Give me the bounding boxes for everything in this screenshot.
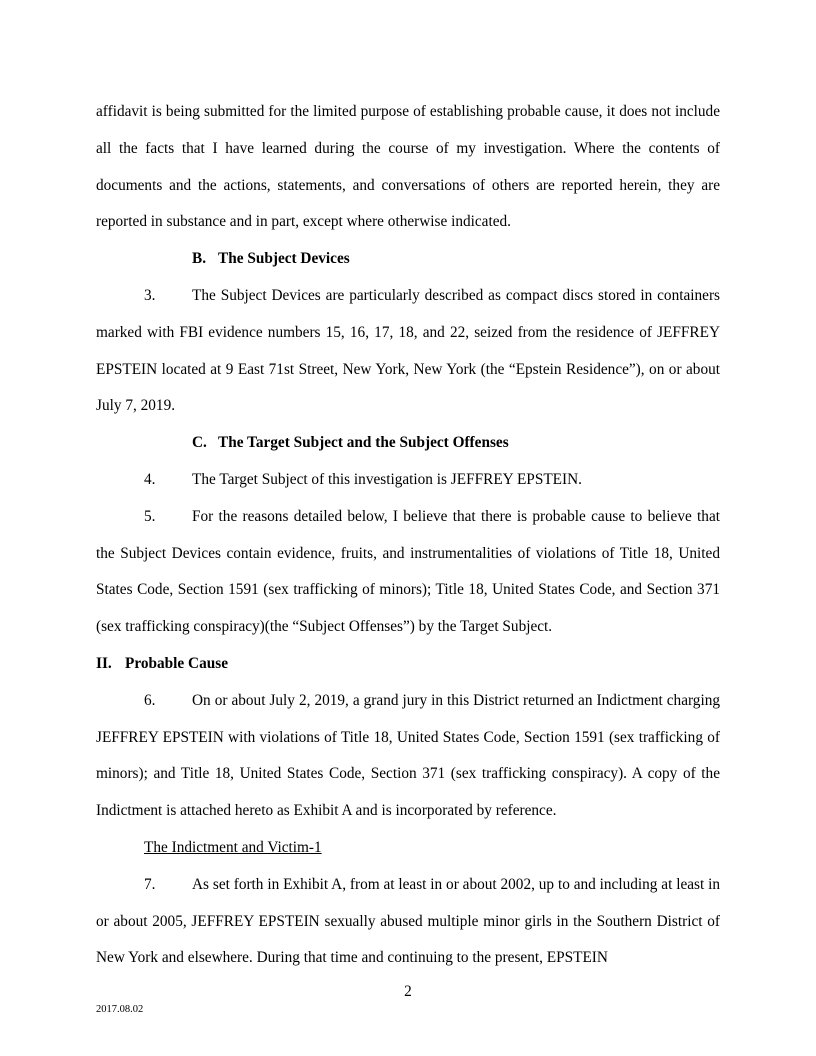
paragraph-7	[96, 867, 720, 977]
paragraph-number: 3.	[144, 286, 156, 304]
continuation-paragraph: affidavit is being submitted for the limited purpose of establishing probable cause, it does not include all the facts that I have learned during the course of my investigation. Where the contents of documents and the actions, statements, and conversations of others are reported herein, they are reported in substance and in part, except where otherwise indicated.	[96, 103, 720, 231]
section-title: Probable Cause	[125, 654, 228, 672]
paragraph-number: 6.	[144, 691, 156, 709]
paragraph-number: 7.	[144, 875, 156, 893]
paragraph-number: 4.	[144, 470, 156, 488]
section-letter: B.	[192, 250, 207, 268]
paragraph-number: 5.	[144, 507, 156, 525]
paragraph-text: As set forth in Exhibit A, from at least in or about 2002, up to and including at least in or about 2005, JEFFREY EPSTEIN sexually abused multiple minor girls in the Southern District of New York and elsewhere. During that time and continuing to the present, EPSTEIN	[96, 875, 720, 967]
page-number: 2	[404, 983, 412, 1000]
footer-doc-code: 2017.08.02	[96, 1004, 144, 1015]
paragraph-text: The Subject Devices are particularly described as compact discs stored in containers marked with FBI evidence numbers 15, 16, 17, 18, and 22, seized from the residence of JEFFREY EPSTEIN located at 9 East 71st Street, New York, New York (the “Epstein Residence”), on or about July 7, 2019.	[96, 286, 720, 415]
paragraph-text: On or about July 2, 2019, a grand jury in this District returned an Indictment charging JEFFREY EPSTEIN with violations of Title 18, United States Code, Section 1591 (sex trafficking of minors); and Title 18, United States Code, Section 371 (sex trafficking conspiracy). A copy of the Indictment is attached hereto as Exhibit A and is incorporated by reference.	[96, 691, 720, 820]
section-title: The Target Subject and the Subject Offenses	[218, 434, 509, 452]
section-heading-subject-devices	[96, 241, 720, 278]
paragraph-6	[96, 683, 720, 830]
section-heading-target-subject	[96, 425, 720, 462]
subheading-text: The Indictment and Victim-1	[144, 838, 322, 856]
section-title: The Subject Devices	[218, 250, 350, 268]
section-heading-probable-cause	[96, 646, 720, 683]
document-body	[96, 94, 720, 977]
paragraph-text: The Target Subject of this investigation is JEFFREY EPSTEIN.	[192, 470, 582, 488]
subheading-indictment-victim	[96, 830, 720, 867]
section-numeral: II.	[96, 654, 112, 672]
paragraph-3	[96, 278, 720, 425]
paragraph-4	[96, 462, 720, 499]
paragraph-5	[96, 499, 720, 646]
section-letter: C.	[192, 434, 207, 452]
paragraph-text: For the reasons detailed below, I believe that there is probable cause to believe that the Subject Devices contain evidence, fruits, and instrumentalities of violations of Title 18, United States Code, Section 1591 (sex trafficking of minors); Title 18, United States Code, and Section 371 (sex trafficking conspiracy)(the “Subject Offenses”) by the Target Subject.	[96, 507, 720, 636]
